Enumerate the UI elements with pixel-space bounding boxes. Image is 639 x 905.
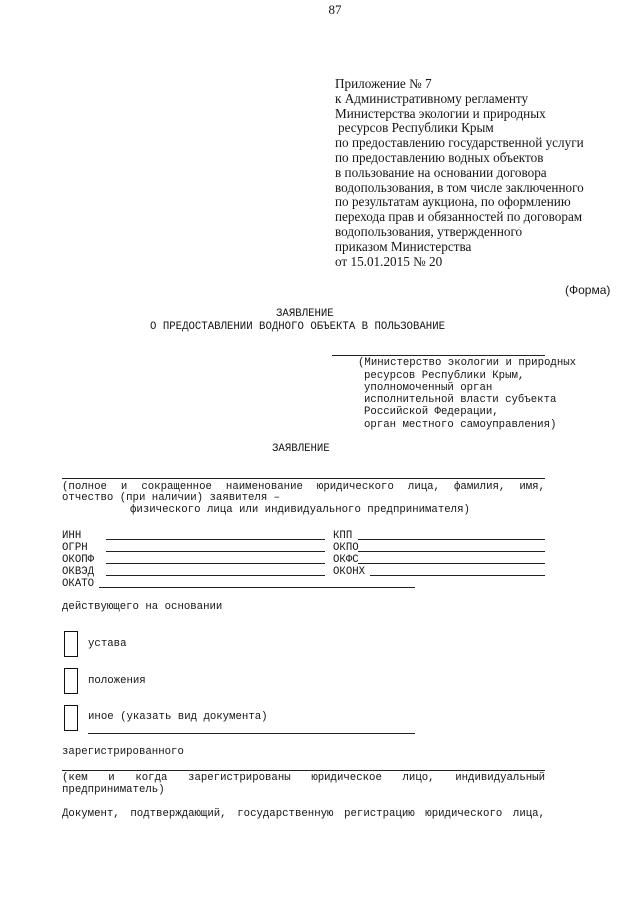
appendix-line: водопользования, в том числе заключенного (335, 179, 584, 195)
other-document-blank-line (88, 733, 415, 734)
okpo-blank-line (358, 551, 545, 552)
basis-label: действующего на основании (62, 601, 223, 613)
okfs-blank-line (358, 563, 545, 564)
ogrn-blank-line (106, 551, 325, 552)
addressee-line: уполномоченный орган (364, 382, 493, 394)
applicant-hint-line-1: (полное и сокращенное наименование юридического лица, фамилия, имя, (62, 481, 545, 493)
okopf-label: ОКОПФ (62, 554, 95, 566)
appendix-line: ресурсов Республики Крым (338, 120, 494, 136)
okved-label: ОКВЭД (62, 566, 95, 578)
appendix-line: приказом Министерства (335, 238, 472, 254)
registered-hint-line-2: предприниматель) (62, 784, 165, 796)
kpp-label: КПП (333, 530, 353, 542)
appendix-line: по предоставлению водных объектов (335, 149, 544, 165)
appendix-line: по результатам аукциона, по оформлению (335, 194, 571, 210)
basis-option-other: иное (указать вид документа) (88, 711, 268, 723)
appendix-line: Министерства экологии и природных (335, 105, 546, 121)
kpp-blank-line (358, 539, 545, 540)
registered-blank-line (62, 770, 545, 771)
inn-blank-line (106, 539, 325, 540)
appendix-line: Приложение № 7 (335, 76, 432, 91)
appendix-line: от 15.01.2015 № 20 (335, 253, 443, 269)
title-line-2: О ПРЕДОСТАВЛЕНИИ ВОДНОГО ОБЪЕКТА В ПОЛЬЗОВАНИЕ (150, 321, 446, 333)
okfs-label: ОКФС (333, 554, 359, 566)
appendix-line: перехода прав и обязанностей по договорам (335, 209, 583, 225)
registered-label: зарегистрированного (62, 746, 184, 758)
page-number: 87 (328, 2, 342, 17)
registered-hint-line-1: (кем и когда зарегистрированы юридическое лицо, индивидуальный (62, 772, 545, 784)
basis-other-checkbox (64, 705, 78, 731)
basis-charter-checkbox (64, 631, 78, 657)
addressee-line: исполнительной власти субъекта (364, 394, 557, 406)
okonh-blank-line (370, 575, 545, 576)
okato-blank-line (99, 587, 415, 588)
appendix-line: по предоставлению государственной услуги (335, 135, 584, 151)
okpo-label: ОКПО (333, 542, 359, 554)
okopf-blank-line (106, 563, 325, 564)
inn-label: ИНН (62, 530, 82, 542)
applicant-hint-line-3: физического лица или индивидуального предпринимателя) (130, 504, 470, 516)
appendix-line: к Административному регламенту (335, 90, 529, 106)
okonh-label: ОКОНХ (333, 566, 366, 578)
registration-document-line: Документ, подтверждающий, государственную регистрацию юридического лица, (62, 808, 545, 820)
form-label: (Форма) (565, 283, 611, 297)
basis-regulation-checkbox (64, 668, 78, 694)
addressee-blank-line (332, 355, 545, 356)
appendix-line: водопользования, утвержденного (335, 223, 523, 239)
appendix-line: в пользование на основании договора (335, 164, 547, 180)
appendix-block (335, 77, 625, 269)
ogrn-label: ОГРН (62, 542, 88, 554)
basis-option-charter: устава (88, 638, 127, 650)
basis-option-regulation: положения (88, 675, 146, 687)
addressee-line: Российской Федерации, (364, 406, 499, 418)
applicant-blank-line (62, 478, 545, 479)
addressee-line: (Министерство экологии и природных (358, 357, 577, 369)
addressee-line: ресурсов Республики Крым, (364, 370, 525, 382)
okato-label: ОКАТО (62, 578, 95, 590)
applicant-hint-line-2: отчество (при наличии) заявителя – (62, 492, 281, 504)
addressee-line: орган местного самоуправления) (364, 419, 557, 431)
title-line-1: ЗАЯВЛЕНИЕ (276, 308, 334, 320)
statement-heading: ЗАЯВЛЕНИЕ (272, 443, 330, 455)
okved-blank-line (106, 575, 325, 576)
